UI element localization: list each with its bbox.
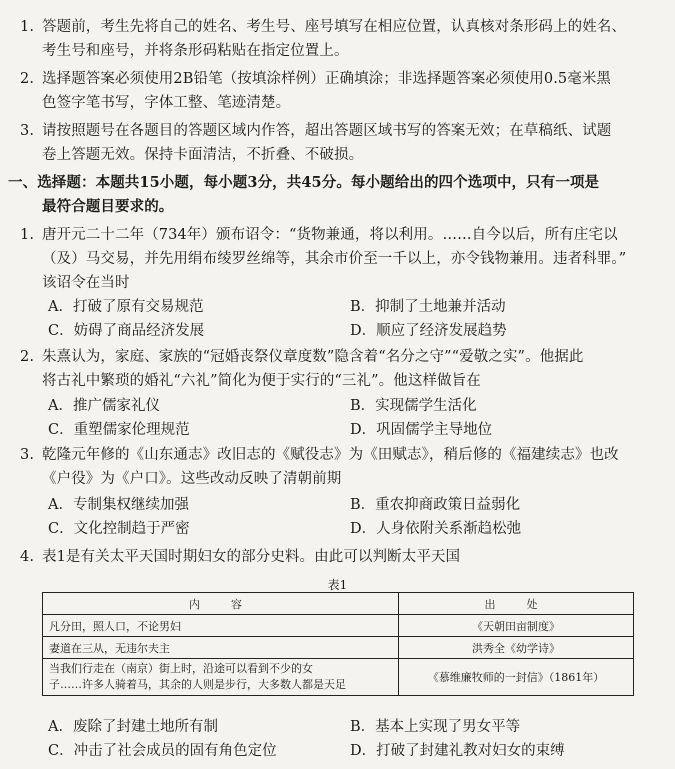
q2-option-b: B．实现儒学生活化 (350, 398, 477, 414)
source-table (42, 592, 634, 696)
q3-option-a: A．专制集权继续加强 (48, 497, 189, 513)
note-1-line-2: 考生号和座号，并将条形码粘贴在指定位置上。 (42, 43, 349, 59)
table-row (43, 615, 634, 637)
q4-num: 4. (20, 549, 35, 565)
section-heading-line-2: 最符合题目要求的。 (42, 198, 174, 215)
table-header-content: 内 容 (43, 593, 399, 615)
table-caption: 表1 (327, 578, 348, 592)
table-cell-source: 《慕维廉牧师的一封信》（1861年） (399, 659, 634, 696)
note-3-line-1: 请按照题号在各题目的答题区域内作答，超出答题区域书写的答案无效；在草稿纸、试题 (42, 123, 612, 139)
q3-option-c: C．文化控制趋于严密 (48, 521, 190, 537)
note-1-num: 1. (20, 19, 35, 35)
q4-option-a: A．废除了封建土地所有制 (48, 719, 218, 735)
table-cell-content (43, 659, 399, 696)
q4-option-d: D．打破了封建礼教对妇女的束缚 (350, 743, 565, 759)
q3-line-2: 《户役》为《户口》。这些改动反映了清朝前期 (42, 471, 342, 487)
table-row (43, 659, 634, 696)
table-header-source: 出 处 (399, 593, 634, 615)
note-3-num: 3. (20, 123, 35, 139)
q3-line-1: 乾隆元年修的《山东通志》改旧志的《赋役志》为《田赋志》，稍后修的《福建续志》也改 (42, 447, 619, 463)
q1-option-c: C．妨碍了商品经济发展 (48, 323, 205, 339)
note-3-line-2: 卷上答题无效。保持卡面清洁，不折叠、不破损。 (42, 147, 364, 163)
table-cell-source: 洪秀全《幼学诗》 (399, 637, 634, 659)
q1-line-1: 唐开元二十二年（734年）颁布诏令：“货物兼通，将以利用。……自今以后，所有庄宅以 (42, 227, 618, 243)
q1-num: 1. (20, 227, 35, 243)
q3-option-b: B．重农抑商政策日益弱化 (350, 497, 521, 513)
q1-line-2: （及）马交易，并先用绢布绫罗丝绵等，其余市价至一千以上，亦令钱物兼用。违者科罪。” (42, 251, 627, 267)
note-2-line-2: 色签字笔书写，字体工整、笔迹清楚。 (42, 95, 291, 111)
table-header-row (43, 593, 634, 615)
q1-line-3: 该诏令在当时 (42, 275, 130, 291)
q4-option-c: C．冲击了社会成员的固有角色定位 (48, 743, 277, 759)
q3-num: 3. (20, 447, 35, 463)
q2-option-a: A．推广儒家礼仪 (48, 398, 160, 414)
q3-option-d: D．人身依附关系渐趋松弛 (350, 521, 522, 537)
q2-option-d: D．巩固儒学主导地位 (350, 422, 493, 438)
note-1-line-1: 答题前，考生先将自己的姓名、考生号、座号填写在相应位置，认真核对条形码上的姓名、 (42, 19, 626, 35)
note-2-num: 2. (20, 71, 35, 87)
table-cell-content-line-2: 子……许多人骑着马，其余的人则是步行，大多数人都是天足 (49, 678, 346, 691)
section-heading-line-1: 一、选择题：本题共15小题，每小题3分，共45分。每小题给出的四个选项中，只有一项是 (8, 174, 600, 191)
q1-option-b: B．抑制了土地兼并活动 (350, 299, 506, 315)
note-2-line-1: 选择题答案必须使用2B铅笔（按填涂样例）正确填涂；非选择题答案必须使用0.5毫米黑 (42, 71, 612, 87)
q4-line-1: 表1是有关太平天国时期妇女的部分史料。由此可以判断太平天国 (42, 549, 461, 565)
q2-num: 2. (20, 349, 35, 365)
table-cell-content: 凡分田，照人口，不论男妇 (43, 615, 399, 637)
q2-line-2: 将古礼中繁琐的婚礼“六礼”简化为便于实行的“三礼”。他这样做旨在 (42, 373, 481, 389)
q1-option-a: A．打破了原有交易规范 (48, 299, 204, 315)
q2-option-c: C．重塑儒家伦理规范 (48, 422, 190, 438)
q4-option-b: B．基本上实现了男女平等 (350, 719, 521, 735)
table-row (43, 637, 634, 659)
table-cell-source: 《天朝田亩制度》 (399, 615, 634, 637)
table-cell-content-line-1: 当我们行走在（南京）街上时，沿途可以看到不少的女 (49, 662, 313, 675)
table-cell-content: 妻道在三从，无违尔夫主 (43, 637, 399, 659)
q1-option-d: D．顺应了经济发展趋势 (350, 323, 507, 339)
q2-line-1: 朱熹认为，家庭、家族的“冠婚丧祭仪章度数”隐含着“名分之守”“爱敬之实”。他据此 (42, 349, 584, 365)
